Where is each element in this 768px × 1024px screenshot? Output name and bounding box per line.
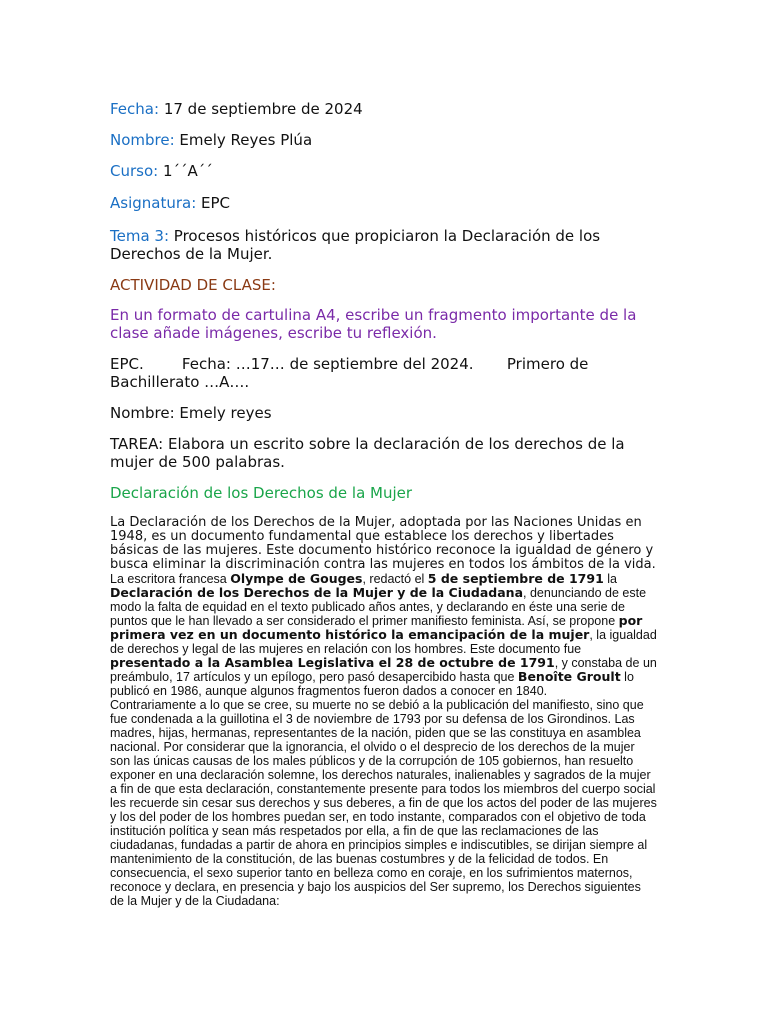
intro-line: básicas de las mujeres. Este documento histórico reconoce la igualdad de género y <box>110 543 654 558</box>
body-text-run: , redactó el <box>362 572 428 586</box>
body-bold-run: Benoîte Groult <box>517 669 621 684</box>
nombre-value: Emely Reyes Plúa <box>174 131 313 149</box>
body-text-run: , y constaba de un preámbulo, 17 artículos y un epílogo, pero pasó desapercibido hasta que <box>110 656 657 684</box>
fecha-label: Fecha: <box>110 100 160 118</box>
nombre-label: Nombre: <box>110 131 175 149</box>
body-text-run: lo publicó en 1986, aunque algunos fragmentos fueron dados a conocer en 1840. <box>110 670 634 698</box>
tema-line-1 <box>110 227 600 246</box>
body-bold-run: presentado a la Asamblea Legislativa el 28 de octubre de 1791 <box>110 655 555 670</box>
card-nombre: Nombre: Emely reyes <box>110 404 272 422</box>
asignatura-label: Asignatura: <box>110 194 197 212</box>
curso-label: Curso: <box>110 162 159 180</box>
asignatura-value: EPC <box>196 194 231 212</box>
section-title: Declaración de los Derechos de la Mujer <box>110 484 413 502</box>
body-text <box>110 572 658 908</box>
body-bold-run: por primera vez en un documento histórico la emancipación de la mujer <box>110 613 643 642</box>
body-text-run: La escritora francesa <box>110 572 231 586</box>
activity-title: ACTIVIDAD DE CLASE: <box>110 276 276 294</box>
body-bold-run: Olympe de Gouges <box>230 571 363 586</box>
card-line-1: EPC. Fecha: …17… de septiembre del 2024. Primero de <box>110 355 589 373</box>
body-bold-run: Declaración de los Derechos de la Mujer y de la Ciudadana <box>110 585 524 600</box>
body-paragraph-2: Contrariamente a lo que se cree, su muerte no se debió a la publicación del manifiesto, sino que fue condenada a la guillotina el 3 de noviembre de 1793 por su defensa de los Girondinos. Las madres, hijas, hermanas, representantes de la nación, piden que se las constituya en asamblea nacional. Por considerar que la ignorancia, el olvido o el desprecio de los derechos de la mujer son las únicas causas de los males públicos y de la corrupción de 105 gobiernos, han resuelto exponer en una declaración solemne, los derechos naturales, inalienables y sagrados de la mujer a fin de que esta declaración, constantemente presente para todos los miembros del cuerpo social les recuerde sin cesar sus derechos y sus deberes, a fin de que los actos del poder de las mujeres y los del poder de los hombres puedan ser, en todo instante, comparados con el objetivo de toda institución política y sean más respetados por ella, a fin de que las reclamaciones de las ciudadanas, fundadas a partir de ahora en principios simples e indiscutibles, se dirijan siempre al mantenimiento de la constitución, de las buenas costumbres y de la felicidad de todos. En consecuencia, el sexo superior tanto en belleza como en coraje, en los sufrimientos maternos, reconoce y declara, en presencia y bajo los auspicios del Ser supremo, los Derechos siguientes de la Mujer y de la Ciudadana: <box>110 698 657 908</box>
body-paragraph-1 <box>110 572 658 698</box>
body-text-run: , la igualdad de derechos y legal de las mujeres en relación con los hombres. Este documento fue <box>110 628 657 656</box>
tema-value-1: Procesos históricos que propiciaron la Declaración de los <box>169 227 601 245</box>
tarea-line-1: TAREA: Elabora un escrito sobre la declaración de los derechos de la <box>110 435 625 453</box>
tema-value-2: Derechos de la Mujer. <box>110 245 273 263</box>
curso-line <box>110 162 213 181</box>
nombre-line <box>110 131 312 150</box>
activity-instruction-1: En un formato de cartulina A4, escribe un fragmento importante de la <box>110 306 637 324</box>
tema-label: Tema 3: <box>110 227 170 245</box>
body-text-run: , denunciando de este modo la falta de equidad en el texto publicado años antes, y declarando en éste una serie de puntos que le han llevado a ser considerado el primer manifiesto feminista. Así, se propone <box>110 586 647 628</box>
intro-line: 1948, es un documento fundamental que establece los derechos y libertades <box>110 529 614 544</box>
card-line-2: Bachillerato …A…. <box>110 373 250 391</box>
activity-instruction-2: clase añade imágenes, escribe tu reflexión. <box>110 324 437 342</box>
asignatura-line <box>110 194 230 213</box>
fecha-line <box>110 100 363 119</box>
body-bold-run: 5 de septiembre de 1791 <box>427 571 604 586</box>
curso-value: 1´´A´´ <box>158 162 213 180</box>
intro-line: busca eliminar la discriminación contra las mujeres en todos los ámbitos de la vida. <box>110 557 656 572</box>
tema-line-2 <box>110 245 272 264</box>
fecha-value: 17 de septiembre de 2024 <box>159 100 363 118</box>
intro-line: La Declaración de los Derechos de la Mujer, adoptada por las Naciones Unidas en <box>110 515 642 530</box>
intro-paragraph <box>110 516 658 572</box>
body-text-run: la <box>603 572 617 586</box>
tarea-line-2: mujer de 500 palabras. <box>110 453 285 471</box>
